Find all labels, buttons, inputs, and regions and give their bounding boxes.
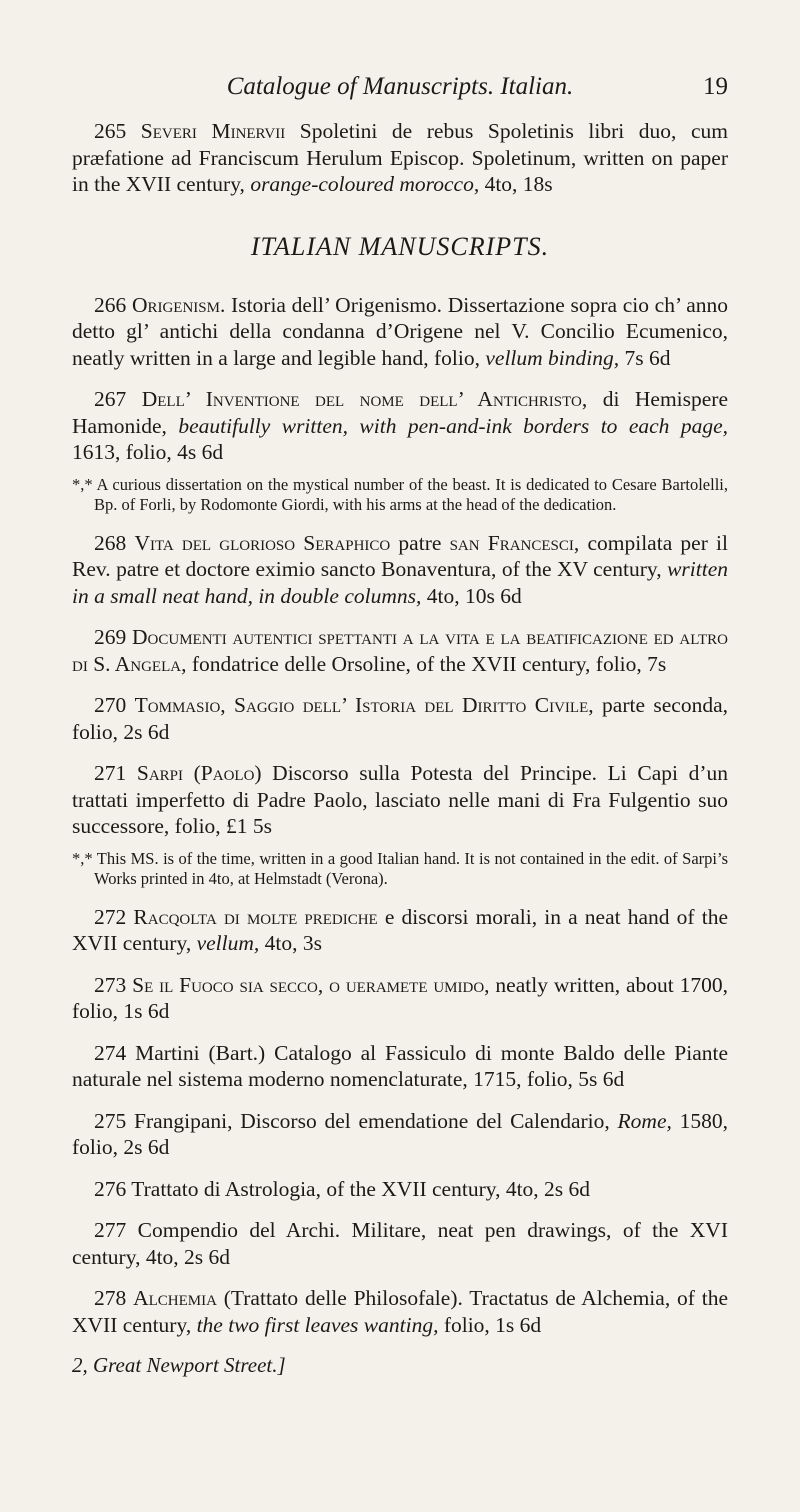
section-title: ITALIAN MANUSCRIPTS. (250, 231, 550, 261)
entry-number: 271 (94, 761, 127, 785)
entry-number: 276 (94, 1176, 127, 1201)
catalogue-entry-273 (72, 972, 728, 1025)
entry-text: Discorso sulla Potesta del Principe. Li Capi d’un trattati imperfetto di Padre Paolo, lasciato nelle mani di Fra Fulgentio suo successore, folio, £1 5s (72, 761, 729, 838)
catalogue-entry-268 (72, 530, 728, 610)
catalogue-entry-272 (72, 904, 728, 957)
catalogue-entry-267 (72, 386, 728, 466)
entry-price: 1580, folio, 2s 6d (72, 1108, 728, 1159)
entry-text: Istoria dell’ Origenismo. Dissertazione sopra cio ch’ anno detto gl’ antichi della condanna d’Origene nel V. Concilio Ecumenico, neatly written in a large and legible hand, folio, (72, 292, 729, 370)
entry-number: 278 (94, 1286, 127, 1310)
entry-note-271: *,* This MS. is of the time, written in a good Italian hand. It is not contained in the edit. of Sarpi’s Works printed in 4to, at Helmstadt (Verona). (72, 848, 728, 888)
entry-text: Frangipani, Discorso del emendatione del Calendario, (126, 1108, 618, 1133)
entry-heading: Origenism. (131, 292, 226, 317)
entry-text: Martini (Bart.) Catalogo al Fassiculo di monte Baldo delle Piante naturale nel sistema moderno nomenclaturate, 1715, folio, 5s 6d (72, 1040, 728, 1091)
entry-price: 1613, folio, 4s 6d (72, 440, 224, 464)
entry-number: 265 (94, 119, 127, 143)
entry-number: 277 (94, 1218, 127, 1242)
page-number: 19 (703, 73, 728, 100)
catalogue-entry-274 (72, 1040, 728, 1093)
entry-price: 4to, 18s (479, 172, 553, 196)
entry-text: e discorsi morali, in a neat hand of the XVII century, (72, 904, 729, 955)
entry-number: 273 (94, 972, 127, 997)
catalogue-entry-271 (72, 760, 728, 840)
footer-address: 2, Great Newport Street.] (72, 1353, 286, 1377)
entry-number: 268 (94, 530, 127, 555)
entry-heading: Dell’ Inventione del nome dell’ Antichristo, (141, 387, 588, 411)
entry-note-267: *,* A curious dissertation on the mystical number of the beast. It is dedicated to Cesare Bartolelli, Bp. of Forli, by Rodomonte Giordi, with his arms at the head of the dedication. (72, 474, 728, 514)
entry-description: written in a small neat hand, in double columns, (72, 557, 728, 608)
entry-number: 267 (94, 387, 127, 411)
entry-heading: Racqolta di molte prediche (133, 904, 378, 929)
entry-text-secondary: compilata per il Rev. patre et doctore eximio sancto Bonaventura, of the XV century, (72, 530, 728, 581)
entry-text: di Hemispere Hamonide, (72, 387, 729, 438)
entry-condition: the two first leaves wanting, (196, 1312, 439, 1337)
entry-number: 272 (94, 904, 127, 929)
entry-heading: Sarpi (Paolo) (136, 761, 262, 785)
catalogue-entry-270 (72, 692, 728, 745)
catalogue-entry-278 (72, 1285, 728, 1338)
catalogue-entry-275 (72, 1108, 728, 1161)
catalogue-entry-266 (72, 292, 728, 372)
entry-number: 275 (94, 1108, 127, 1133)
entry-text: Compendio del Archi. Militare, neat pen drawings, of the XVI century, 4to, 2s 6d (72, 1218, 728, 1269)
entry-place: Rome, (617, 1108, 672, 1133)
entry-heading: Alchemia (133, 1286, 217, 1310)
entry-text: patre (390, 530, 450, 555)
entry-heading: Tommasio, Saggio dell’ Istoria del Diritto Civile, (134, 693, 594, 717)
entry-price: folio, 1s 6d (438, 1312, 542, 1337)
entry-price: 4to, 10s 6d (421, 583, 522, 608)
entry-heading: Vita del glorioso Seraphico (134, 530, 391, 555)
catalogue-entry-265 (72, 118, 728, 198)
entry-text: (Trattato delle Philosofale). Tractatus de Alchemia, of the XVII century, (72, 1286, 728, 1337)
entry-text: neatly written, about 1700, folio, 1s 6d (72, 972, 728, 1023)
entry-binding: orange-coloured morocco, (250, 172, 480, 196)
entry-binding: vellum, (196, 931, 260, 955)
running-header (72, 70, 728, 104)
entry-description: beautifully written, with pen-and-ink borders to each page, (178, 413, 728, 438)
entry-number: 270 (94, 693, 127, 717)
entry-heading: Se il Fuoco sia secco, o uerамete umido, (132, 972, 490, 997)
running-title: Catalogue of Manuscripts. Italian. (226, 73, 574, 100)
entry-text: parte seconda, folio, 2s 6d (72, 693, 729, 744)
entry-heading: Severi Minervii (140, 119, 286, 143)
entry-number: 269 (94, 625, 127, 649)
entry-text: Spoletini de rebus Spoletinis libri duo, cum præfatione ad Franciscum Herulum Episcop. Spoletinum, written on paper in the XVII century, (72, 119, 728, 196)
catalogue-entry-276 (72, 1176, 728, 1203)
entry-number: 274 (94, 1040, 127, 1065)
entry-text: Trattato di Astrologia, of the XVII century, 4to, 2s 6d (126, 1176, 591, 1201)
entry-binding: vellum binding, (485, 345, 620, 370)
entry-heading: Documenti autentici spettanti a la vita e la beatificazione ed altro di S. Angela, (72, 625, 728, 676)
entry-number: 266 (94, 292, 127, 317)
catalogue-entry-269 (72, 624, 728, 677)
entry-price: 4to, 3s (259, 931, 322, 955)
entry-price: 7s 6d (619, 345, 671, 370)
entry-heading-secondary: san Francesci, (449, 530, 580, 555)
catalogue-entry-277 (72, 1217, 728, 1270)
entry-text: fondatrice delle Orsoline, of the XVII century, folio, 7s (186, 651, 667, 676)
